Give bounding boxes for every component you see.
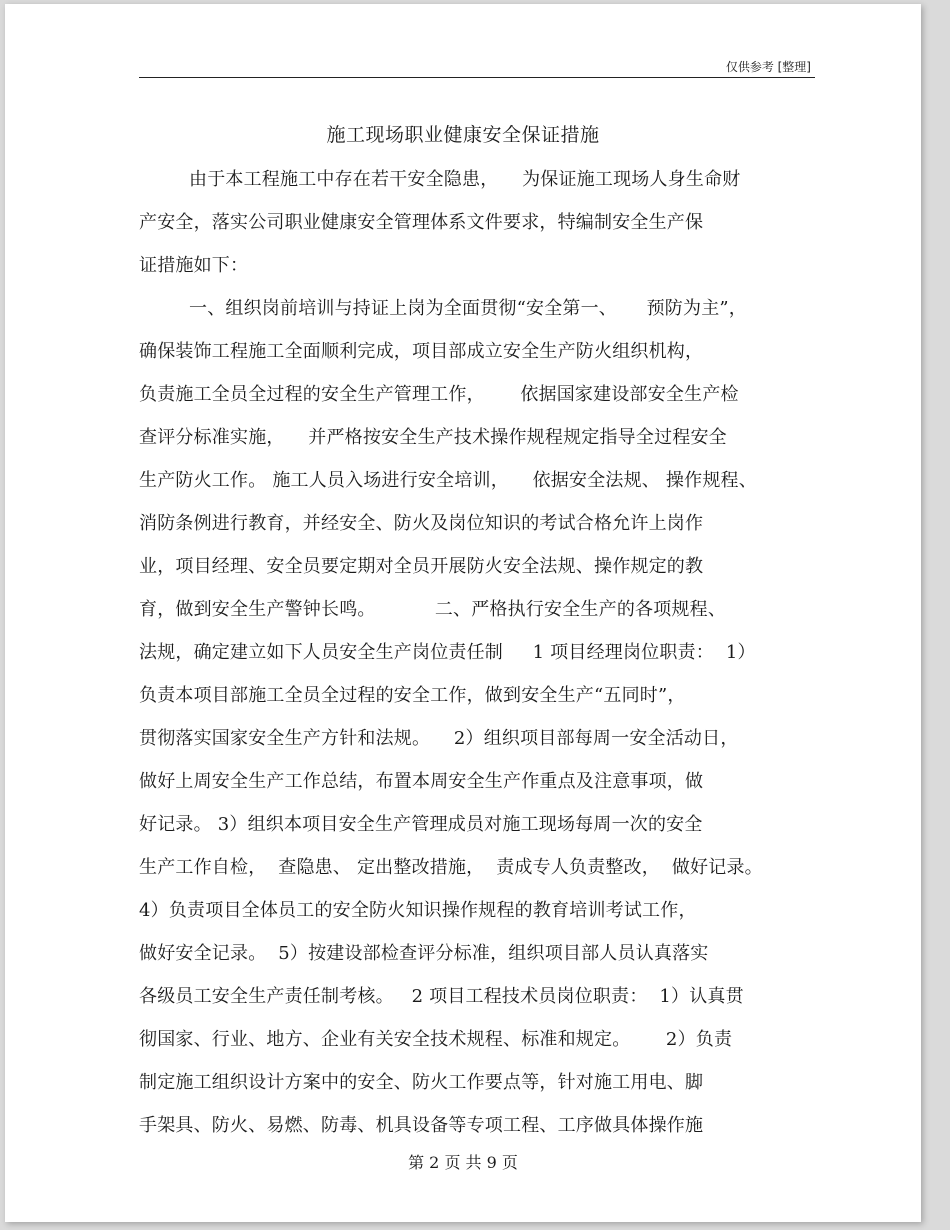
body-line: 做好上周安全生产工作总结，布置本周安全生产作重点及注意事项，做 [139, 771, 704, 792]
body-line: 育，做到安全生产警钟长鸣。 二、严格执行安全生产的各项规程、 [139, 599, 727, 620]
body-line: 消防条例进行教育，并经安全、防火及岗位知识的考试合格允许上岗作 [139, 513, 704, 534]
header-divider [139, 77, 815, 78]
header-note: 仅供参考 [整理] [725, 60, 811, 74]
body-line: 彻国家、行业、地方、企业有关安全技术规程、标准和规定。 2）负责 [139, 1029, 733, 1050]
body-line: 4）负责项目全体员工的安全防火知识操作规程的教育培训考试工作， [139, 900, 697, 921]
body-line: 证措施如下： [139, 255, 249, 276]
page-number: 第 2 页 共 9 页 [408, 1153, 518, 1172]
body-line: 生产防火工作。 施工人员入场进行安全培训， 依据安全法规、 操作规程、 [139, 470, 757, 491]
body-line: 确保装饰工程施工全面顺利完成，项目部成立安全生产防火组织机构， [139, 341, 704, 362]
document-body [139, 158, 829, 1147]
body-line: 业，项目经理、安全员要定期对全员开展防火安全法规、操作规定的教 [139, 556, 704, 577]
body-line: 由于本工程施工中存在若干安全隐患， 为保证施工现场人身生命财 [189, 169, 741, 190]
document-page [5, 4, 921, 1222]
body-line: 好记录。 3）组织本项目安全生产管理成员对施工现场每周一次的安全 [139, 814, 703, 835]
body-line: 产安全，落实公司职业健康安全管理体系文件要求，特编制安全生产保 [139, 212, 704, 233]
body-line: 贯彻落实国家安全生产方针和法规。 2）组织项目部每周一安全活动日， [139, 728, 739, 749]
body-line: 手架具、防火、易燃、防毒、机具设备等专项工程、工序做具体操作施 [139, 1115, 704, 1136]
body-line: 法规，确定建立如下人员安全生产岗位责任制 1 项目经理岗位职责： 1） [139, 642, 756, 663]
body-line: 一、组织岗前培训与持证上岗为全面贯彻“安全第一、 预防为主”， [189, 298, 748, 319]
body-line: 负责本项目部施工全员全过程的安全工作，做到安全生产“五同时”， [139, 685, 686, 706]
body-line: 查评分标准实施， 并严格按安全生产技术操作规程规定指导全过程安全 [139, 427, 727, 448]
body-line: 负责施工全员全过程的安全生产管理工作， 依据国家建设部安全生产检 [139, 384, 739, 405]
body-line: 制定施工组织设计方案中的安全、防火工作要点等，针对施工用电、脚 [139, 1072, 704, 1093]
body-line: 各级员工安全生产责任制考核。 2 项目工程技术员岗位职责： 1）认真贯 [139, 986, 744, 1007]
body-line: 做好安全记录。 5）按建设部检查评分标准，组织项目部人员认真落实 [139, 943, 709, 964]
document-title: 施工现场职业健康安全保证措施 [326, 124, 600, 146]
body-line: 生产工作自检， 查隐患、 定出整改措施， 责成专人负责整改， 做好记录。 [139, 857, 763, 878]
